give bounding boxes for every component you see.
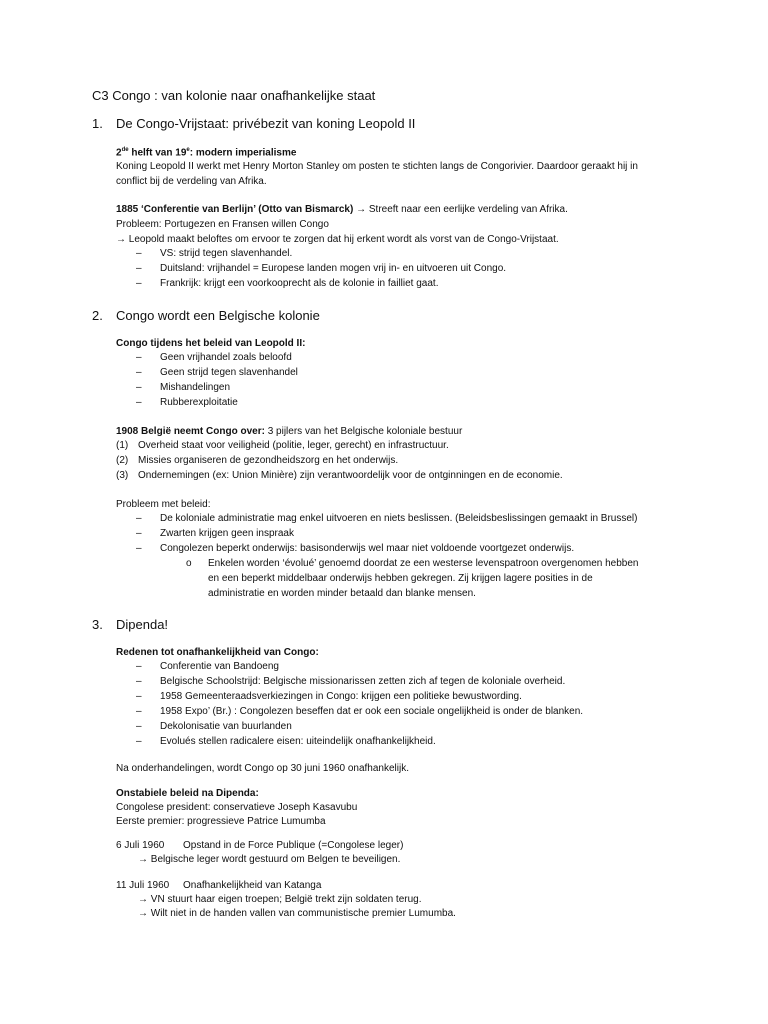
subheading-line [116,425,462,438]
dash-bullet: – [136,528,142,539]
list-item: Conferentie van Bandoeng [160,661,279,672]
dash-bullet: – [136,676,142,687]
event-date: 6 Juli 1960 [116,840,165,851]
superscript: de [121,147,129,153]
section-number: 3. [92,617,103,632]
dash-bullet: – [136,661,142,672]
text: 2 [116,147,122,159]
superscript: e [186,147,190,153]
list-item: Geen strijd tegen slavenhandel [160,367,298,378]
paragraph-line: Probleem: Portugezen en Fransen willen Congo [116,219,329,230]
list-item: Geen vrijhandel zoals beloofd [160,352,292,363]
section-number: 1. [92,116,103,131]
pillar-text: Ondernemingen (ex: Union Minière) zijn verantwoordelijk voor de ontginningen en de economie. [138,470,563,481]
subheading: Congo tijdens het beleid van Leopold II: [116,338,306,349]
sub-list-item-line: administratie en worden minder betaald dan blanke mensen. [208,588,476,599]
list-item: 1958 Gemeenteraadsverkiezingen in Congo: krijgen een politieke bewustwording. [160,691,522,702]
sub-list-item-line: Enkelen worden ‘évolué’ genoemd doordat ze een westerse levenspatroon overgenomen hebben [208,558,639,569]
text: : modern imperialisme [189,147,297,159]
bold-text: 1885 ‘Conferentie van Berlijn’ (Otto van Bismarck) [116,204,354,215]
pillar-text: Missies organiseren de gezondheidszorg en het onderwijs. [138,455,399,466]
event-text: Opstand in de Force Publique (=Congolese leger) [183,840,404,851]
paragraph-line: Congolese president: conservatieve Joseph Kasavubu [116,802,358,813]
bold-text: 1908 België neemt Congo over: [116,426,265,437]
paragraph-line: conflict bij de verdeling van Afrika. [116,176,267,187]
list-item: De koloniale administratie mag enkel uitvoeren en niets beslissen. (Beleidsbeslissingen gemaakt in Brussel) [160,513,638,524]
section-2-heading [92,308,320,323]
event-consequence: → VN stuurt haar eigen troepen; België trekt zijn soldaten terug. [138,894,422,905]
paragraph-line: Na onderhandelingen, wordt Congo op 30 juni 1960 onafhankelijk. [116,763,409,774]
text: → Streeft naar een eerlijke verdeling van Afrika. [353,204,568,215]
dash-bullet: – [136,721,142,732]
dash-bullet: – [136,543,142,554]
event-text: Onafhankelijkheid van Katanga [183,880,322,891]
section-1-heading [92,116,415,131]
paragraph-line: → Leopold maakt beloftes om ervoor te zorgen dat hij erkent wordt als vorst van de Congo-Vrijstaat. [116,234,559,245]
dash-bullet: – [136,367,142,378]
section-title: Dipenda! [116,617,169,632]
list-item: Duitsland: vrijhandel = Europese landen mogen vrij in- en uitvoeren uit Congo. [160,263,507,274]
section-number: 2. [92,308,103,323]
list-item: Congolezen beperkt onderwijs: basisonderwijs wel maar niet voldoende voortgezet onderwijs. [160,543,575,554]
dash-bullet: – [136,691,142,702]
text: 3 pijlers van het Belgische koloniale bestuur [264,426,463,437]
event-consequence: → Belgische leger wordt gestuurd om Belgen te beveiligen. [138,854,401,865]
paragraph-line: Eerste premier: progressieve Patrice Lumumba [116,816,326,827]
dash-bullet: – [136,382,142,393]
list-item: Dekolonisatie van buurlanden [160,721,292,732]
list-item: 1958 Expo’ (Br.) : Congolezen beseffen dat er ook een sociale ongelijkheid is onder de blanken. [160,706,584,717]
list-item: Frankrijk: krijgt een voorkooprecht als de kolonie in failliet gaat. [160,278,439,289]
event-consequence: → Wilt niet in de handen vallen van communistische premier Lumumba. [138,908,456,919]
sub-list-item-line: en een beperkt middelbaar onderwijs hebben gekregen. Zij krijgen lagere posities in de [208,573,593,584]
pillar-number: (1) [116,440,129,451]
dash-bullet: – [136,352,142,363]
paragraph-line: Koning Leopold II werkt met Henry Morton Stanley om posten te stichten langs de Congorivier. Daardoor geraakt hij in [116,161,638,172]
document-title: C3 Congo : van kolonie naar onafhankelijke staat [92,88,376,103]
dash-bullet: – [136,278,142,289]
paragraph-line: Probleem met beleid: [116,499,211,510]
sub-bullet: o [186,558,192,569]
dash-bullet: – [136,736,142,747]
pillar-text: Overheid staat voor veiligheid (politie, leger, gerecht) en infrastructuur. [138,440,449,451]
list-item: Mishandelingen [160,382,231,393]
dash-bullet: – [136,263,142,274]
subheading-line [116,203,568,216]
list-item: Evolués stellen radicalere eisen: uiteindelijk onafhankelijkheid. [160,736,436,747]
event-date: 11 Juli 1960 [116,880,170,891]
dash-bullet: – [136,397,142,408]
list-item: Zwarten krijgen geen inspraak [160,528,294,539]
dash-bullet: – [136,513,142,524]
section-title: Congo wordt een Belgische kolonie [116,308,320,323]
subheading: Onstabiele beleid na Dipenda: [116,788,259,799]
text: helft van 19 [128,147,187,159]
subheading: Redenen tot onafhankelijkheid van Congo: [116,647,319,658]
pillar-number: (2) [116,455,129,466]
pillar-number: (3) [116,470,129,481]
list-item: Belgische Schoolstrijd: Belgische missionarissen zetten zich af tegen de koloniale overheid. [160,676,566,687]
dash-bullet: – [136,248,142,259]
section-3-heading [92,617,168,632]
subheading [116,144,296,159]
section-title: De Congo-Vrijstaat: privébezit van koning Leopold II [116,116,416,131]
list-item: Rubberexploitatie [160,397,238,408]
dash-bullet: – [136,706,142,717]
list-item: VS: strijd tegen slavenhandel. [160,248,293,259]
